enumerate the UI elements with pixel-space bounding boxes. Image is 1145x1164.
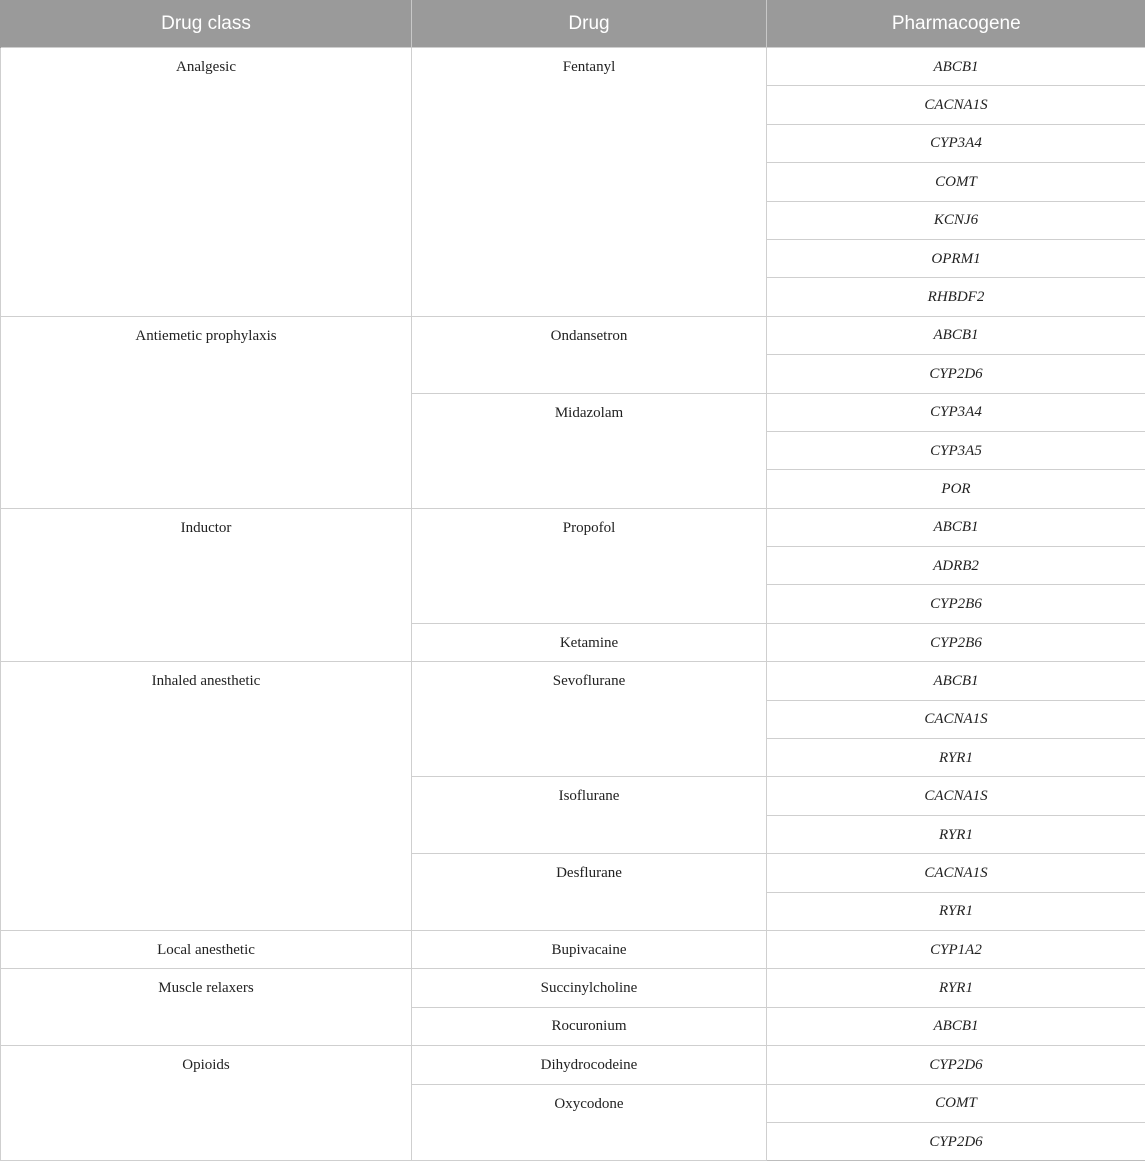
drug-cell: Desflurane	[412, 854, 767, 931]
header-drug: Drug	[412, 0, 767, 48]
pharmacogene-cell: ABCB1	[767, 316, 1145, 354]
pharmacogene-cell: ABCB1	[767, 48, 1145, 86]
drug-class-cell: Inhaled anesthetic	[1, 662, 412, 931]
table-body	[1, 48, 1145, 1161]
pharmacogene-cell: OPRM1	[767, 239, 1145, 277]
drug-cell: Propofol	[412, 508, 767, 623]
drug-class-cell: Local anesthetic	[1, 930, 412, 968]
pharmacogene-cell: POR	[767, 470, 1145, 508]
pharmacogene-cell: RYR1	[767, 892, 1145, 930]
pharmacogene-cell: CYP2B6	[767, 623, 1145, 661]
pharmacogene-cell: ABCB1	[767, 662, 1145, 700]
table-row	[1, 662, 1145, 700]
pharmacogene-cell: CACNA1S	[767, 854, 1145, 892]
table-row	[1, 316, 1145, 354]
pharmacogene-cell: CACNA1S	[767, 700, 1145, 738]
drug-cell: Isoflurane	[412, 777, 767, 854]
pharmacogene-cell: CYP2B6	[767, 585, 1145, 623]
pharmacogene-cell: CYP2D6	[767, 1046, 1145, 1084]
drug-cell: Oxycodone	[412, 1084, 767, 1161]
drug-cell: Sevoflurane	[412, 662, 767, 777]
table-row	[1, 508, 1145, 546]
drug-cell: Succinylcholine	[412, 969, 767, 1007]
drug-class-cell: Analgesic	[1, 48, 412, 317]
pharmacogene-cell: RYR1	[767, 969, 1145, 1007]
pharmacogene-cell: CYP3A4	[767, 124, 1145, 162]
drug-cell: Ondansetron	[412, 316, 767, 393]
drug-class-cell: Antiemetic prophylaxis	[1, 316, 412, 508]
table-row	[1, 969, 1145, 1007]
table-row	[1, 48, 1145, 86]
pharmacogene-cell: RYR1	[767, 739, 1145, 777]
drug-cell: Dihydrocodeine	[412, 1046, 767, 1084]
pharmacogene-cell: CYP3A5	[767, 431, 1145, 469]
pharmacogene-cell: RYR1	[767, 815, 1145, 853]
drug-cell: Ketamine	[412, 623, 767, 661]
pharmacogene-cell: COMT	[767, 163, 1145, 201]
table-row	[1, 1046, 1145, 1084]
table-row	[1, 930, 1145, 968]
pharmacogene-cell: KCNJ6	[767, 201, 1145, 239]
pharmacogene-cell: COMT	[767, 1084, 1145, 1122]
header-drug-class: Drug class	[1, 0, 412, 48]
drug-class-cell: Muscle relaxers	[1, 969, 412, 1046]
drug-class-cell: Inductor	[1, 508, 412, 662]
drug-class-cell: Opioids	[1, 1046, 412, 1161]
pharmacogene-cell: CACNA1S	[767, 86, 1145, 124]
drug-cell: Midazolam	[412, 393, 767, 508]
pharmacogene-cell: RHBDF2	[767, 278, 1145, 316]
drug-cell: Fentanyl	[412, 48, 767, 317]
drug-cell: Bupivacaine	[412, 930, 767, 968]
pharmacogene-cell: CYP3A4	[767, 393, 1145, 431]
pharmacogene-cell: ABCB1	[767, 1007, 1145, 1045]
header-row	[1, 0, 1145, 48]
pharmacogene-cell: CYP2D6	[767, 1122, 1145, 1160]
pharmacogene-cell: ADRB2	[767, 547, 1145, 585]
drug-cell: Rocuronium	[412, 1007, 767, 1045]
pharmacogene-cell: ABCB1	[767, 508, 1145, 546]
pharmacogene-cell: CACNA1S	[767, 777, 1145, 815]
pharmacogene-cell: CYP2D6	[767, 355, 1145, 393]
header-pharmacogene: Pharmacogene	[767, 0, 1145, 48]
pharmacogene-cell: CYP1A2	[767, 930, 1145, 968]
